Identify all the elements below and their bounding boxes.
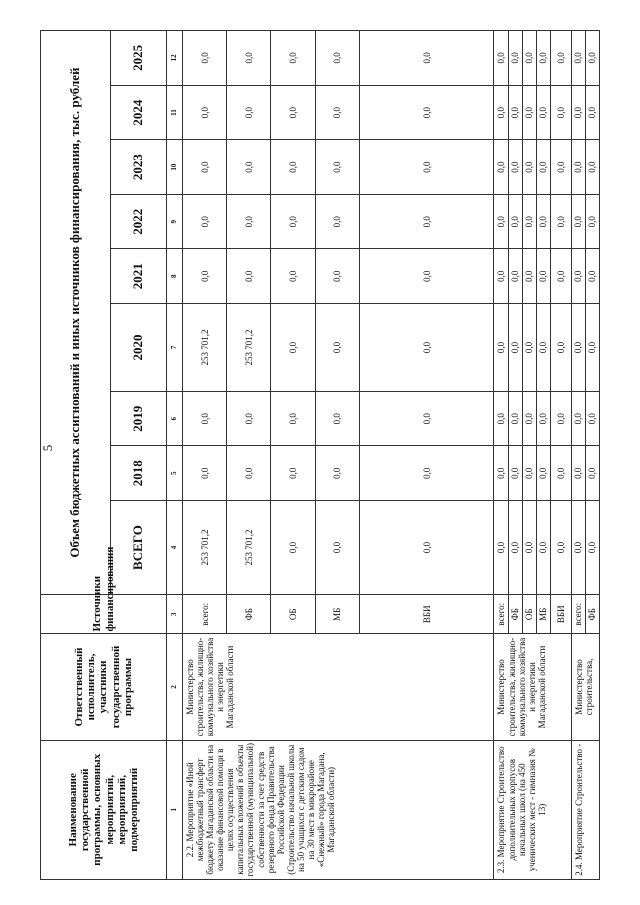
year-value-cell: 0,0 (550, 304, 571, 392)
year-value-cell: 0,0 (585, 31, 599, 86)
measure-name-cell: 2.4. Мероприятие Строительство - (571, 740, 599, 879)
responsible-cell: Министерство строительства, (571, 634, 599, 740)
header-year: 2024 (111, 85, 167, 140)
total-value-cell: 0,0 (571, 501, 585, 595)
rotated-table-wrapper (40, 30, 600, 880)
column-number-row (167, 31, 183, 880)
table-body (183, 31, 600, 880)
total-value-cell: 0,0 (271, 501, 315, 595)
year-value-cell: 0,0 (183, 391, 227, 446)
year-value-cell: 0,0 (522, 446, 536, 501)
year-value-cell: 0,0 (227, 249, 271, 304)
page-number: 5 (40, 444, 55, 452)
year-value-cell: 0,0 (508, 85, 522, 140)
year-value-cell: 0,0 (494, 249, 508, 304)
year-value-cell: 0,0 (585, 304, 599, 392)
year-value-cell: 0,0 (571, 31, 585, 86)
year-value-cell: 0,0 (522, 140, 536, 195)
funding-source-cell: ВБИ (550, 595, 571, 634)
year-value-cell: 0,0 (585, 391, 599, 446)
header-year: 2023 (111, 140, 167, 195)
year-value-cell: 0,0 (550, 249, 571, 304)
column-number: 12 (167, 31, 183, 86)
year-value-cell: 0,0 (183, 140, 227, 195)
total-value-cell: 0,0 (522, 501, 536, 595)
total-value-cell: 0,0 (315, 501, 359, 595)
year-value-cell: 0,0 (522, 249, 536, 304)
year-value-cell: 0,0 (271, 85, 315, 140)
year-value-cell: 0,0 (359, 31, 494, 86)
measure-name-cell: 2.3. Мероприятие Строительство дополнительных корпусов начальных школ (на 450 ученических мест - гимназия № 13) (494, 740, 571, 879)
header-name: Наименование государственной программы, основных мероприятий, мероприятий, подмероприятий (41, 740, 167, 879)
year-value-cell: 0,0 (315, 85, 359, 140)
header-year: 2019 (111, 391, 167, 446)
funding-source-cell: всего: (183, 595, 227, 634)
year-value-cell: 0,0 (536, 194, 550, 249)
year-value-cell: 0,0 (271, 140, 315, 195)
year-value-cell: 0,0 (494, 391, 508, 446)
year-value-cell: 0,0 (359, 446, 494, 501)
header-responsible: Ответственный исполнитель, участники государственной программы (41, 634, 167, 740)
year-value-cell: 0,0 (585, 249, 599, 304)
year-value-cell: 0,0 (550, 31, 571, 86)
column-number: 7 (167, 304, 183, 392)
year-value-cell: 0,0 (315, 140, 359, 195)
year-value-cell: 0,0 (494, 31, 508, 86)
year-value-cell: 0,0 (571, 446, 585, 501)
year-value-cell: 0,0 (359, 249, 494, 304)
total-value-cell: 253 701,2 (183, 501, 227, 595)
year-value-cell: 0,0 (315, 249, 359, 304)
year-value-cell: 0,0 (359, 85, 494, 140)
year-value-cell: 0,0 (522, 85, 536, 140)
year-value-cell: 0,0 (536, 304, 550, 392)
header-year: 2025 (111, 31, 167, 86)
year-value-cell: 0,0 (315, 194, 359, 249)
year-value-cell: 0,0 (183, 31, 227, 86)
year-value-cell: 0,0 (536, 249, 550, 304)
year-value-cell: 0,0 (227, 85, 271, 140)
year-value-cell: 0,0 (508, 304, 522, 392)
year-value-cell: 0,0 (550, 85, 571, 140)
year-value-cell: 0,0 (508, 391, 522, 446)
year-value-cell: 0,0 (550, 391, 571, 446)
year-value-cell: 0,0 (271, 391, 315, 446)
column-number: 4 (167, 501, 183, 595)
year-value-cell: 0,0 (494, 140, 508, 195)
total-value-cell: 0,0 (359, 501, 494, 595)
table-row (571, 31, 585, 880)
year-value-cell: 0,0 (571, 85, 585, 140)
year-value-cell: 0,0 (522, 31, 536, 86)
year-value-cell: 0,0 (315, 31, 359, 86)
year-value-cell: 0,0 (271, 249, 315, 304)
total-value-cell: 253 701,2 (227, 501, 271, 595)
year-value-cell: 0,0 (522, 304, 536, 392)
year-value-cell: 0,0 (271, 446, 315, 501)
year-value-cell: 0,0 (271, 31, 315, 86)
year-value-cell: 0,0 (227, 140, 271, 195)
header-year: 2018 (111, 446, 167, 501)
column-number: 11 (167, 85, 183, 140)
header-total: ВСЕГО (111, 501, 167, 595)
year-value-cell: 0,0 (359, 194, 494, 249)
year-value-cell: 0,0 (271, 194, 315, 249)
column-number: 10 (167, 140, 183, 195)
year-value-cell: 0,0 (571, 194, 585, 249)
table-row (494, 31, 508, 880)
header-funding: Объем бюджетных ассигнований и иных источников финансирования, тыс. рублей (41, 31, 111, 595)
year-value-cell: 0,0 (571, 140, 585, 195)
header-source: Источники финансирования (41, 595, 167, 634)
table-header (41, 31, 183, 880)
responsible-cell: Министерство строительства, жилищно-коммунального хозяйства и энергетики Магаданской области (183, 634, 494, 740)
funding-source-cell: МБ (315, 595, 359, 634)
column-number: 2 (167, 634, 183, 740)
year-value-cell: 0,0 (508, 249, 522, 304)
year-value-cell: 0,0 (183, 194, 227, 249)
funding-source-cell: всего: (571, 595, 585, 634)
year-value-cell: 0,0 (508, 446, 522, 501)
year-value-cell: 0,0 (508, 140, 522, 195)
year-value-cell: 0,0 (183, 249, 227, 304)
year-value-cell: 0,0 (536, 391, 550, 446)
year-value-cell: 0,0 (271, 304, 315, 392)
year-value-cell: 0,0 (183, 446, 227, 501)
year-value-cell: 0,0 (359, 140, 494, 195)
year-value-cell: 0,0 (571, 304, 585, 392)
year-value-cell: 0,0 (227, 446, 271, 501)
year-value-cell: 0,0 (522, 194, 536, 249)
year-value-cell: 253 701,2 (227, 304, 271, 392)
year-value-cell: 0,0 (494, 85, 508, 140)
total-value-cell: 0,0 (494, 501, 508, 595)
year-value-cell: 0,0 (494, 194, 508, 249)
header-year: 2020 (111, 304, 167, 392)
year-value-cell: 0,0 (536, 85, 550, 140)
year-value-cell: 0,0 (508, 31, 522, 86)
responsible-cell: Министерство строительства, жилищно-коммунального хозяйства и энергетики Магаданской области (494, 634, 571, 740)
funding-source-cell: ВБИ (359, 595, 494, 634)
year-value-cell: 0,0 (571, 391, 585, 446)
year-value-cell: 0,0 (550, 194, 571, 249)
table-row (183, 31, 227, 880)
column-number: 5 (167, 446, 183, 501)
year-value-cell: 0,0 (315, 304, 359, 392)
year-value-cell: 0,0 (536, 31, 550, 86)
header-year: 2022 (111, 194, 167, 249)
year-value-cell: 0,0 (585, 194, 599, 249)
column-number: 8 (167, 249, 183, 304)
total-value-cell: 0,0 (536, 501, 550, 595)
year-value-cell: 0,0 (494, 304, 508, 392)
funding-source-cell: ФБ (227, 595, 271, 634)
funding-source-cell: ОБ (271, 595, 315, 634)
measure-name-cell: 2.2. Мероприятие «Иной межбюджетный трансферт бюджету Магаданской области на оказание финансовой помощи в целях осуществления капитальных вложений в объекты государственной (муниципальной) собственности за счет средств резервного фонда Правительства Российской Федерации (Строительство начальной школы на 50 учащихся с детским садом на 30 мест в микрорайоне «Снежный» города Магадана, Магаданской области) (183, 740, 494, 879)
year-value-cell: 0,0 (227, 31, 271, 86)
column-number: 1 (167, 740, 183, 879)
year-value-cell: 0,0 (315, 446, 359, 501)
total-value-cell: 0,0 (550, 501, 571, 595)
funding-source-cell: всего: (494, 595, 508, 634)
column-number: 6 (167, 391, 183, 446)
year-value-cell: 0,0 (571, 249, 585, 304)
year-value-cell: 0,0 (585, 85, 599, 140)
year-value-cell: 0,0 (315, 391, 359, 446)
total-value-cell: 0,0 (508, 501, 522, 595)
funding-source-cell: ФБ (585, 595, 599, 634)
column-number: 9 (167, 194, 183, 249)
year-value-cell: 0,0 (550, 140, 571, 195)
year-value-cell: 0,0 (585, 446, 599, 501)
funding-source-cell: МБ (536, 595, 550, 634)
year-value-cell: 0,0 (536, 140, 550, 195)
total-value-cell: 0,0 (585, 501, 599, 595)
year-value-cell: 0,0 (494, 446, 508, 501)
year-value-cell: 0,0 (359, 304, 494, 392)
year-value-cell: 0,0 (227, 391, 271, 446)
funding-source-cell: ОБ (522, 595, 536, 634)
year-value-cell: 0,0 (585, 140, 599, 195)
funding-table (40, 30, 600, 880)
year-value-cell: 0,0 (536, 446, 550, 501)
year-value-cell: 253 701,2 (183, 304, 227, 392)
year-value-cell: 0,0 (183, 85, 227, 140)
year-value-cell: 0,0 (508, 194, 522, 249)
year-value-cell: 0,0 (359, 391, 494, 446)
column-number: 3 (167, 595, 183, 634)
funding-source-cell: ФБ (508, 595, 522, 634)
year-value-cell: 0,0 (227, 194, 271, 249)
year-value-cell: 0,0 (550, 446, 571, 501)
year-value-cell: 0,0 (522, 391, 536, 446)
header-year: 2021 (111, 249, 167, 304)
